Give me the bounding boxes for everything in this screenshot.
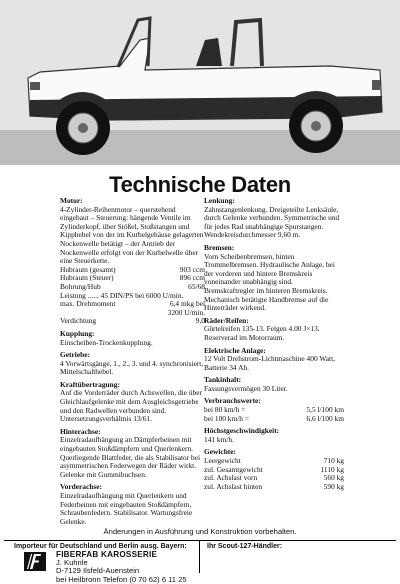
verbrauch-row — [204, 415, 344, 424]
section-kraftuebertragung — [60, 381, 205, 424]
tank-heading: Tankinhalt: — [204, 375, 242, 385]
raeder-heading: Räder/Reifen: — [204, 315, 249, 325]
bremsen-text: Vorn Scheibenbremsen, hinten Trommelbremsen. Hydraulische Anlage, bei der vorderen und hintere Bremskreis voneinander unabhängig sind. Bremskraftregler im hinteren Bremskreis. Mechanisch betätigte Handbremse auf die Hinterräder wirkend. — [204, 251, 335, 313]
elektrik-heading: Elektrische Anlage: — [204, 345, 266, 355]
section-verbrauch — [204, 397, 344, 423]
elektrik-text: 12 Volt Drehstrom-Lichtmaschine 400 Watt, Batterie 34 Ah. — [204, 354, 335, 372]
section-getriebe — [60, 351, 205, 377]
section-motor — [60, 197, 205, 326]
importer-label: Importeur für Deutschland und Berlin ausg. Bayern: — [14, 543, 187, 550]
motor-text: 4-Zylinder-Reihenmotor – querstehend eingebaut – Steuerung: hängende Ventile im Zylinderkopf, über Stößel, Stoßstangen und Kipphebel von der im Kurbelgehäuse gelagerten Nockenwelle betätigt – der Antrieb der Nockenwelle erfolgt von der Kurbelwelle über eine Steuerkette. — [60, 204, 204, 266]
kraft-text: Auf die Vorderräder durch Achswellen, die über Gleichlaufgelenke mit dem Ausgleichsgetriebe und den Radwellen verbunden sind. Untersetzungsverhältnis 13/61. — [60, 388, 202, 424]
getriebe-heading: Getriebe: — [60, 350, 90, 360]
page-title: Technische Daten — [109, 172, 291, 197]
spec-value: 903 ccm — [179, 264, 205, 274]
gewicht-value: 710 kg — [323, 456, 344, 466]
section-elektrik — [204, 347, 344, 373]
gewicht-label: Leergewicht — [204, 456, 241, 466]
vorderachse-text: Einzelradaufhängung mit Querlenkern und Federbeinen mit eingebauten Stoßdämpfern, Schraubenfedern. Stabilisator. Wartungsfreie Gelenke. — [60, 491, 193, 526]
spec-value: 3200 U/min. — [167, 307, 205, 317]
specs-left-column — [60, 197, 205, 530]
section-hinterachse — [60, 428, 205, 480]
gewicht-label: zul. Achslast vorn — [204, 473, 258, 483]
lenkung-heading: Lenkung: — [204, 196, 235, 205]
raeder-text: Gürtelreifen 135-13. Felgen 4.00 J×13. Reserverad im Motorraum. — [204, 324, 320, 342]
getriebe-text: 4 Vorwärtsgänge, 1., 2., 3. und 4. synchronisiert, Mittelschalthebel. — [60, 358, 204, 377]
spec-label: Leistung ...... 45 DIN/PS bei 6000 U/min. — [60, 290, 184, 300]
verbrauch-heading: Verbrauchswerte: — [204, 396, 261, 406]
spec-value: 9,0 — [195, 316, 205, 326]
section-tank — [204, 376, 344, 393]
firm-phone: bei Heilbronn Telefon (0 70 62) 6 11 25 — [56, 574, 187, 584]
spec-value: 65/68 — [188, 281, 205, 291]
verbrauch-value: 6,6 l/100 km — [306, 413, 344, 423]
section-kupplung — [60, 330, 205, 347]
kraft-heading: Kraftübertragung: — [60, 379, 120, 389]
gewicht-value: 1110 kg — [320, 464, 344, 474]
kupplung-text: Einscheiben-Trockenkupplung. — [60, 337, 153, 347]
firm-address: D-7129 Ilsfeld-Auenstein — [56, 566, 140, 576]
bremsen-heading: Bremsen: — [204, 242, 235, 252]
verbrauch-label: bei 100 km/h = — [204, 413, 250, 423]
spec-label: Hubraum (gesamt) — [60, 264, 116, 274]
firm-person: J. Kuhnle — [56, 558, 88, 568]
vorderachse-heading: Vorderachse: — [60, 482, 103, 492]
specs-right-column — [204, 197, 344, 495]
motor-heading: Motor: — [60, 196, 83, 205]
spec-label: max. Drehmoment — [60, 299, 116, 309]
disclaimer: Änderungen in Ausführung und Konstruktion vorbehalten. — [103, 527, 297, 536]
speed-heading: Höchstgeschwindigkeit: — [204, 426, 280, 436]
dealer-label: Ihr Scout-127-Händler: — [207, 543, 283, 550]
car-photo — [0, 0, 400, 165]
section-raeder — [204, 317, 344, 343]
speed-text: 141 km/h. — [204, 434, 234, 444]
section-lenkung — [204, 197, 344, 240]
spec-label: Verdichtung — [60, 316, 97, 326]
lenkung-text: Zahnstangenlenkung. Dreigeteilte Lenksäule, durch Gelenke verbunden. Symmetrische und für jedes Rad unabhängige Spurstangen. Wendekreisdurchmesser 9,60 m. — [204, 204, 340, 240]
spec-value: 896 ccm — [179, 273, 205, 283]
gewicht-value: 590 kg — [323, 481, 344, 491]
hinterachse-text: Einzelradaufhängung an Dämpferbeinen mit eingebauten Stoßdämpfern und Querlenkern. Querliegende Blattfeder, die als Stabilisator bei asymmetrischen Federwegen der Räder wirkt. Gelenke mit Gummibuchsen. — [60, 435, 201, 479]
firm-address-block — [56, 551, 187, 584]
fiberfab-logo-icon — [24, 552, 46, 571]
fiberfab-logo — [24, 552, 46, 571]
tank-text: Fassungsvermögen 30 Liter. — [204, 383, 288, 393]
footer-divider — [199, 541, 200, 573]
gewicht-label: zul. Achslast hinten — [204, 481, 263, 491]
car-illustration — [0, 0, 400, 165]
section-vorderachse — [60, 483, 205, 526]
firm-name: FIBERFAB KAROSSERIE — [56, 550, 158, 559]
section-bremsen — [204, 244, 344, 313]
gewicht-row — [204, 483, 344, 492]
spec-value: 6,4 mkg bei — [169, 299, 205, 309]
spec-label: Hubraum (Steuer) — [60, 273, 114, 283]
spec-row — [60, 317, 205, 326]
section-gewichte — [204, 448, 344, 491]
section-hoechstgeschwindigkeit — [204, 427, 344, 444]
spec-label: Bohrung/Hub — [60, 281, 101, 291]
gewicht-label: zul. Gesamtgewicht — [204, 464, 263, 474]
verbrauch-value: 5,5 l/100 km — [306, 405, 344, 415]
verbrauch-label: bei 80 km/h = — [204, 405, 246, 415]
footer — [4, 540, 396, 584]
gewicht-value: 560 kg — [323, 473, 344, 483]
hinterachse-heading: Hinterachse: — [60, 426, 101, 436]
gewichte-heading: Gewichte: — [204, 447, 237, 457]
kupplung-heading: Kupplung: — [60, 328, 95, 338]
